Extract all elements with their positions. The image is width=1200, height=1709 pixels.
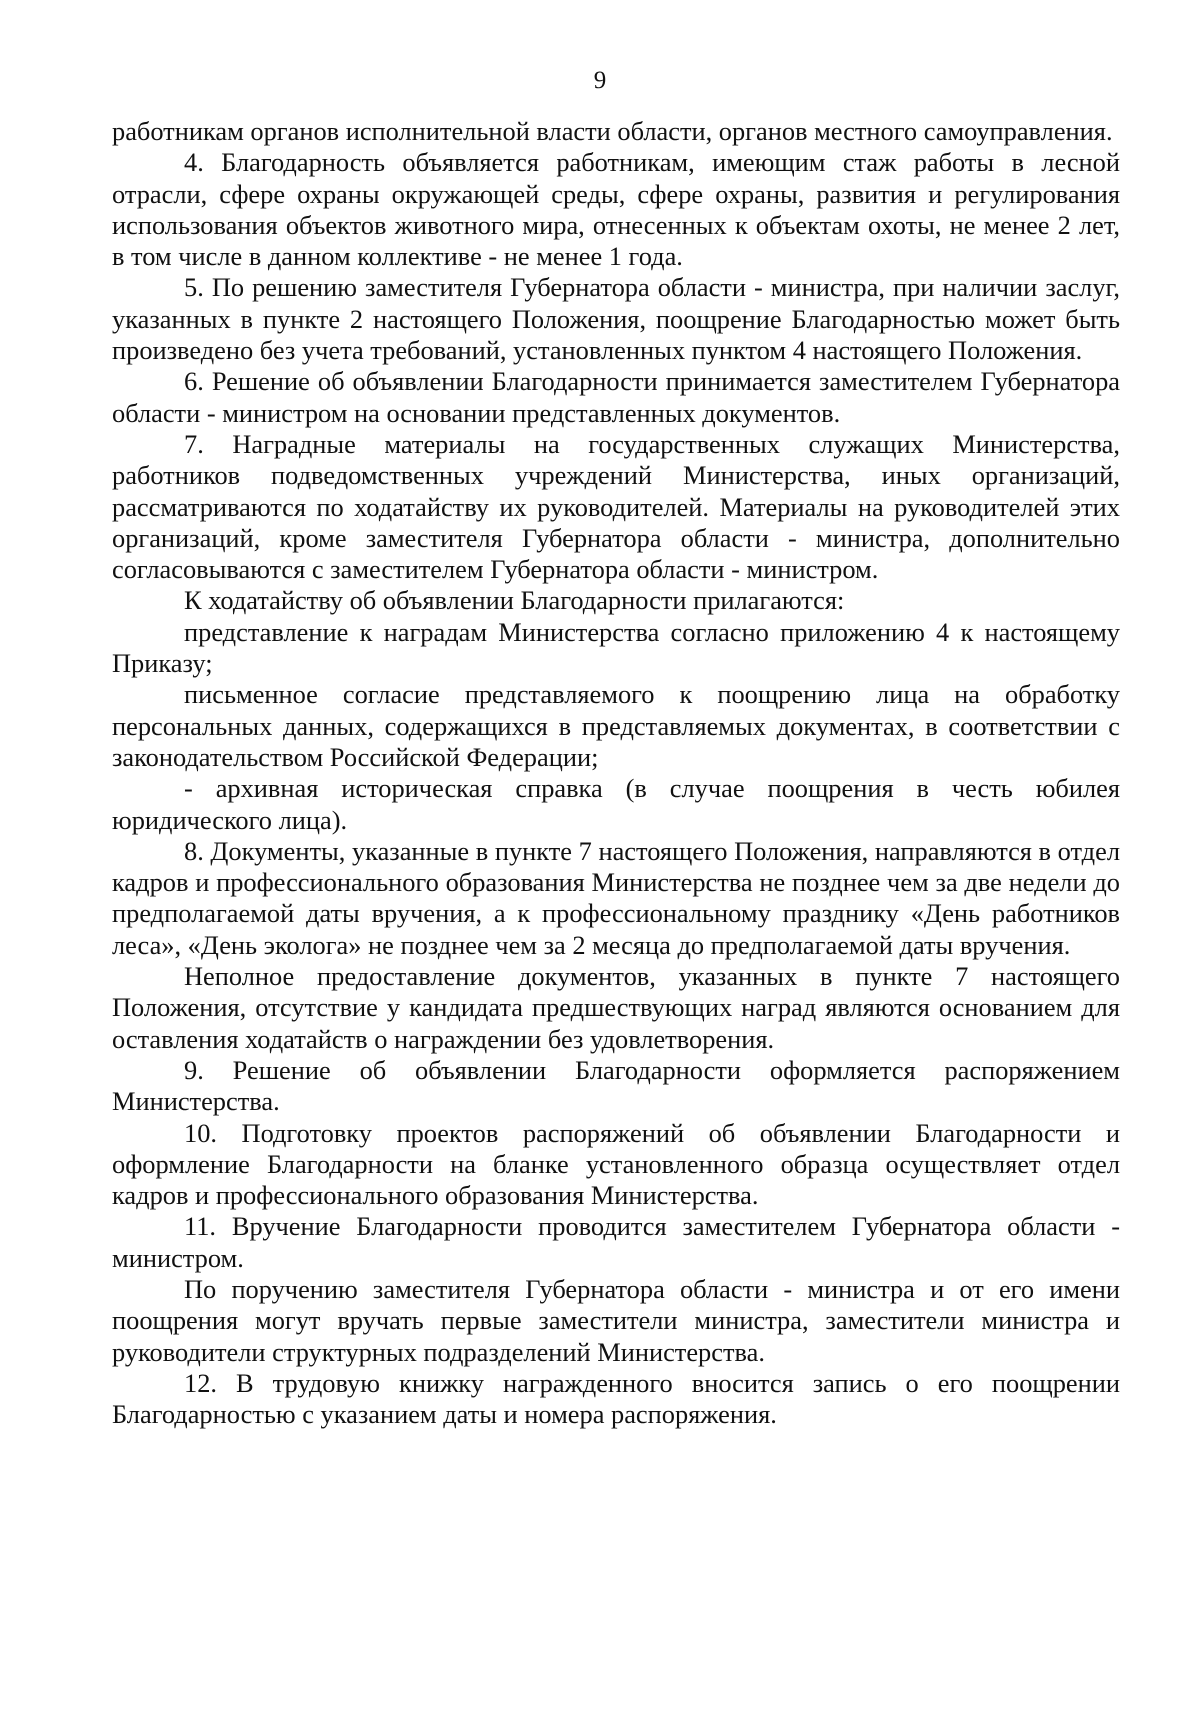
paragraph-attachment-archive: - архивная историческая справка (в случае поощрения в честь юбилея юридического лица). bbox=[112, 773, 1120, 835]
paragraph-item-4: 4. Благодарность объявляется работникам, имеющим стаж работы в лесной отрасли, сфере охраны окружающей среды, сфере охраны, развития и регулирования использования объектов животного мира, отнесенных к объектам охоты, не менее 2 лет, в том числе в данном коллективе - не менее 1 года. bbox=[112, 147, 1120, 272]
paragraph-incomplete-documents: Неполное предоставление документов, указанных в пункте 7 настоящего Положения, отсутствие у кандидата предшествующих наград являются основанием для оставления ходатайств о награждении без удовлетворения. bbox=[112, 961, 1120, 1054]
paragraph-attachment-consent: письменное согласие представляемого к поощрению лица на обработку персональных данных, содержащихся в представляемых документах, в соответствии с законодательством Российской Федерации; bbox=[112, 679, 1120, 772]
paragraph-delegation: По поручению заместителя Губернатора области - министра и от его имени поощрения могут вручать первые заместители министра, заместители министра и руководители структурных подразделений Министерства. bbox=[112, 1273, 1120, 1367]
paragraph-continuation: работникам органов исполнительной власти области, органов местного самоуправления. bbox=[112, 116, 1113, 146]
document-body bbox=[112, 116, 1120, 1430]
paragraph-item-12: 12. В трудовую книжку награжденного вносится запись о его поощрении Благодарностью с указанием даты и номера распоряжения. bbox=[112, 1367, 1120, 1430]
paragraph-item-6: 6. Решение об объявлении Благодарности принимается заместителем Губернатора области - министром на основании представленных документов. bbox=[112, 366, 1120, 428]
paragraph-attachments-intro: К ходатайству об объявлении Благодарности прилагаются: bbox=[184, 585, 845, 616]
paragraph-item-7: 7. Наградные материалы на государственных служащих Министерства, работников подведомственных учреждений Министерства, иных организаций, рассматриваются по ходатайству их руководителей. Материалы на руководителей этих организаций, кроме заместителя Губернатора области - министра, дополнительно согласовываются с заместителем Губернатора области - министром. bbox=[112, 428, 1120, 585]
paragraph-item-8: 8. Документы, указанные в пункте 7 настоящего Положения, направляются в отдел кадров и профессионального образования Министерства не позднее чем за две недели до предполагаемой даты вручения, а к профессиональному празднику «День работников леса», «День эколога» не позднее чем за 2 месяца до предполагаемой даты вручения. bbox=[112, 835, 1120, 960]
paragraph-attachment-submission: представление к наградам Министерства согласно приложению 4 к настоящему Приказу; bbox=[112, 616, 1120, 679]
page-number: 9 bbox=[593, 67, 607, 94]
paragraph-item-5: 5. По решению заместителя Губернатора области - министра, при наличии заслуг, указанных в пункте 2 настоящего Положения, поощрение Благодарностью может быть произведено без учета требований, установленных пунктом 4 настоящего Положения. bbox=[112, 272, 1120, 366]
paragraph-item-9: 9. Решение об объявлении Благодарности оформляется распоряжением Министерства. bbox=[112, 1054, 1120, 1117]
paragraph-item-10: 10. Подготовку проектов распоряжений об объявлении Благодарности и оформление Благодарности на бланке установленного образца осуществляет отдел кадров и профессионального образования Министерства. bbox=[112, 1117, 1120, 1211]
paragraph-item-11: 11. Вручение Благодарности проводится заместителем Губернатора области - министром. bbox=[112, 1211, 1120, 1273]
